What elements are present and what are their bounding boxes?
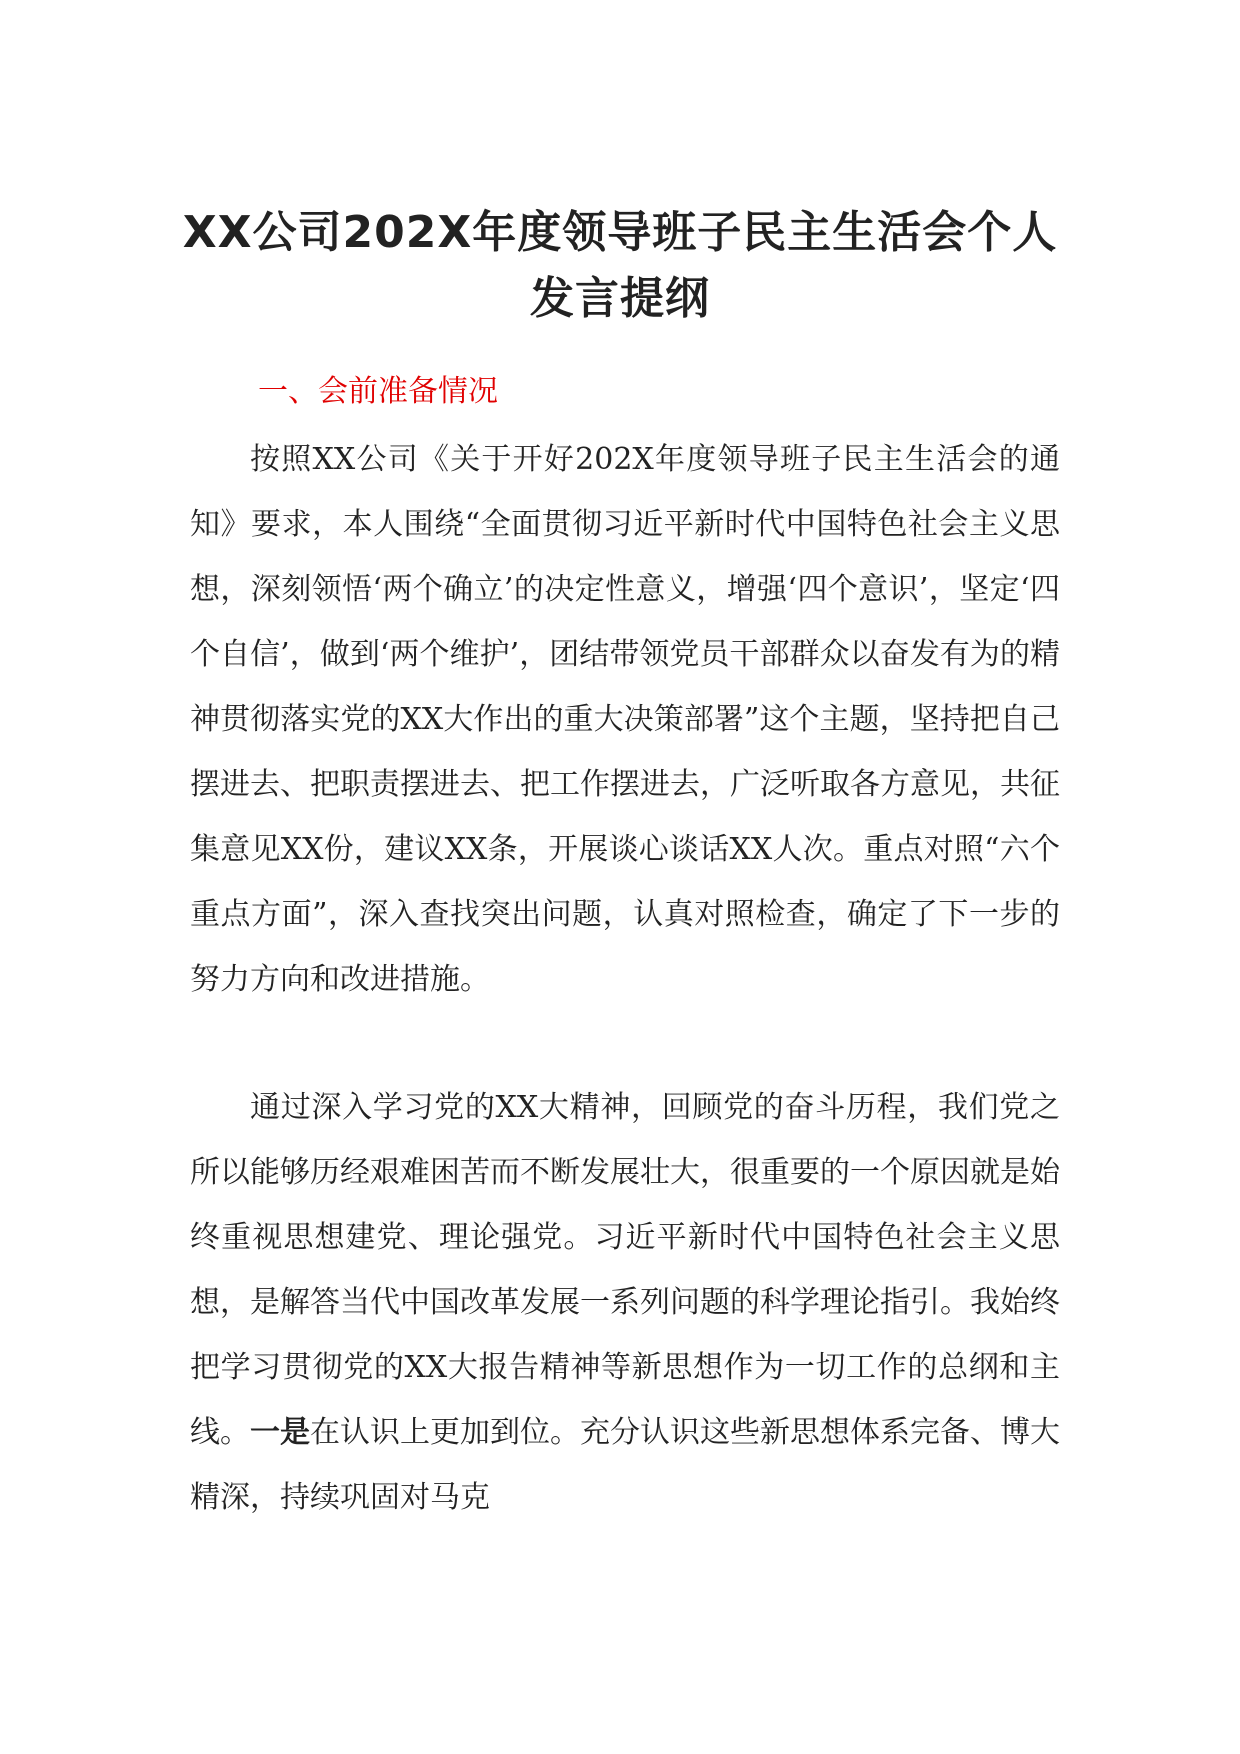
paragraph-study: [190, 1075, 1060, 1530]
section-heading-preparation: 一、会前准备情况: [258, 374, 498, 409]
emphasis-first-point: 一是: [250, 1415, 310, 1450]
document-title: XX公司202X年度领导班子民主生活会个人发言提纲: [182, 207, 1058, 324]
paragraph-study-text-after: 在认识上更加到位。充分认识这些新思想体系完备、博大精深，持续巩固对马克: [190, 1415, 1060, 1515]
paragraph-study-text-before: 通过深入学习党的XX大精神，回顾党的奋斗历程，我们党之所以能够历经艰难困苦而不断发展壮大，很重要的一个原因就是始终重视思想建党、理论强党。习近平新时代中国特色社会主义思想，是解答当代中国改革发展一系列问题的科学理论指引。我始终把学习贯彻党的XX大报告精神等新思想作为一切工作的总纲和主线。: [190, 1090, 1060, 1450]
paragraph-preparation: 按照XX公司《关于开好202X年度领导班子民主生活会的通知》要求，本人围绕“全面贯彻习近平新时代中国特色社会主义思想，深刻领悟‘两个确立’的决定性意义，增强‘四个意识’，坚定‘四个自信’，做到‘两个维护’，团结带领党员干部群众以奋发有为的精神贯彻落实党的XX大作出的重大决策部署”这个主题，坚持把自己摆进去、把职责摆进去、把工作摆进去，广泛听取各方意见，共征集意见XX份，建议XX条，开展谈心谈话XX人次。重点对照“六个重点方面”，深入查找突出问题，认真对照检查，确定了下一步的努力方向和改进措施。: [190, 442, 1060, 997]
